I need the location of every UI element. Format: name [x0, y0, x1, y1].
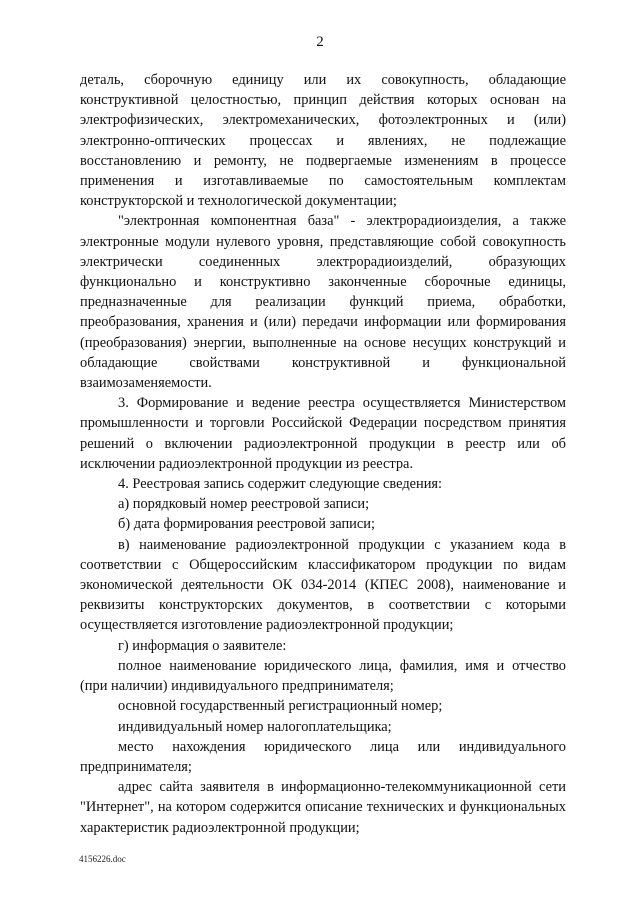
list-item-b: б) дата формирования реестровой записи; — [118, 516, 375, 533]
applicant-location: место нахождения юридического лица или индивидуального предпринимателя; — [80, 738, 566, 775]
applicant-full-name: полное наименование юридического лица, фамилия, имя и отчество (при наличии) индивидуального предпринимателя; — [80, 657, 566, 695]
list-item-a: а) порядковый номер реестровой записи; — [118, 496, 370, 513]
list-item-v: в) наименование радиоэлектронной продукции с указанием кода в соответствии с Общероссийским классификатором продукции по видам экономической деятельности ОК 034-2014 (КПЕС 2008), наименование и реквизиты конструкторских документов, в соответствии с которыми осуществляется изготовление радиоэлектронной продукции; — [80, 536, 566, 634]
applicant-ogrn: основной государственный регистрационный номер; — [118, 698, 443, 715]
document-body — [80, 70, 566, 838]
paragraph-registry-formation: 3. Формирование и ведение реестра осуществляется Министерством промышленности и торговли Российской Федерации посредством принятия решений о включении радиоэлектронной продукции в реестр или об исключении радиоэлектронной продукции из реестра. — [80, 395, 566, 472]
list-item-g: г) информация о заявителе: — [118, 637, 287, 654]
page-number: 2 — [316, 34, 324, 50]
footer-file-name: 4156226.doc — [79, 854, 126, 864]
applicant-inn: индивидуальный номер налогоплательщика; — [118, 718, 392, 735]
paragraph-component-definition: деталь, сборочную единицу или их совокупность, обладающие конструктивной целостностью, принцип действия которых основан на электрофизических, электромеханических, фотоэлектронных и (или) электронно-оптических процессах и явлениях, не подлежащие восстановлению и ремонту, не подвергаемые изменениям в процессе применения и изготавливаемые по самостоятельным комплектам конструкторской и технологической документации; — [80, 72, 566, 210]
paragraph-registry-record-intro: 4. Реестровая запись содержит следующие сведения: — [118, 476, 443, 493]
paragraph-ekb-definition: "электронная компонентная база" - электрорадиоизделия, а также электронные модули нулевого уровня, представляющие собой совокупность электрически соединенных электрорадиоизделий, образующих функционально и конструктивно законченные сборочные единицы, предназначенные для реализации функций приема, обработки, преобразования, хранения и (или) передачи информации или формирования (преобразования) энергии, выполненные на основе несущих конструкций и обладающие свойствами конструктивной и функциональной взаимозаменяемости. — [80, 213, 566, 392]
applicant-website: адрес сайта заявителя в информационно-телекоммуникационной сети "Интернет", на котором содержится описание технических и функциональных характеристик радиоэлектронной продукции; — [80, 779, 566, 836]
